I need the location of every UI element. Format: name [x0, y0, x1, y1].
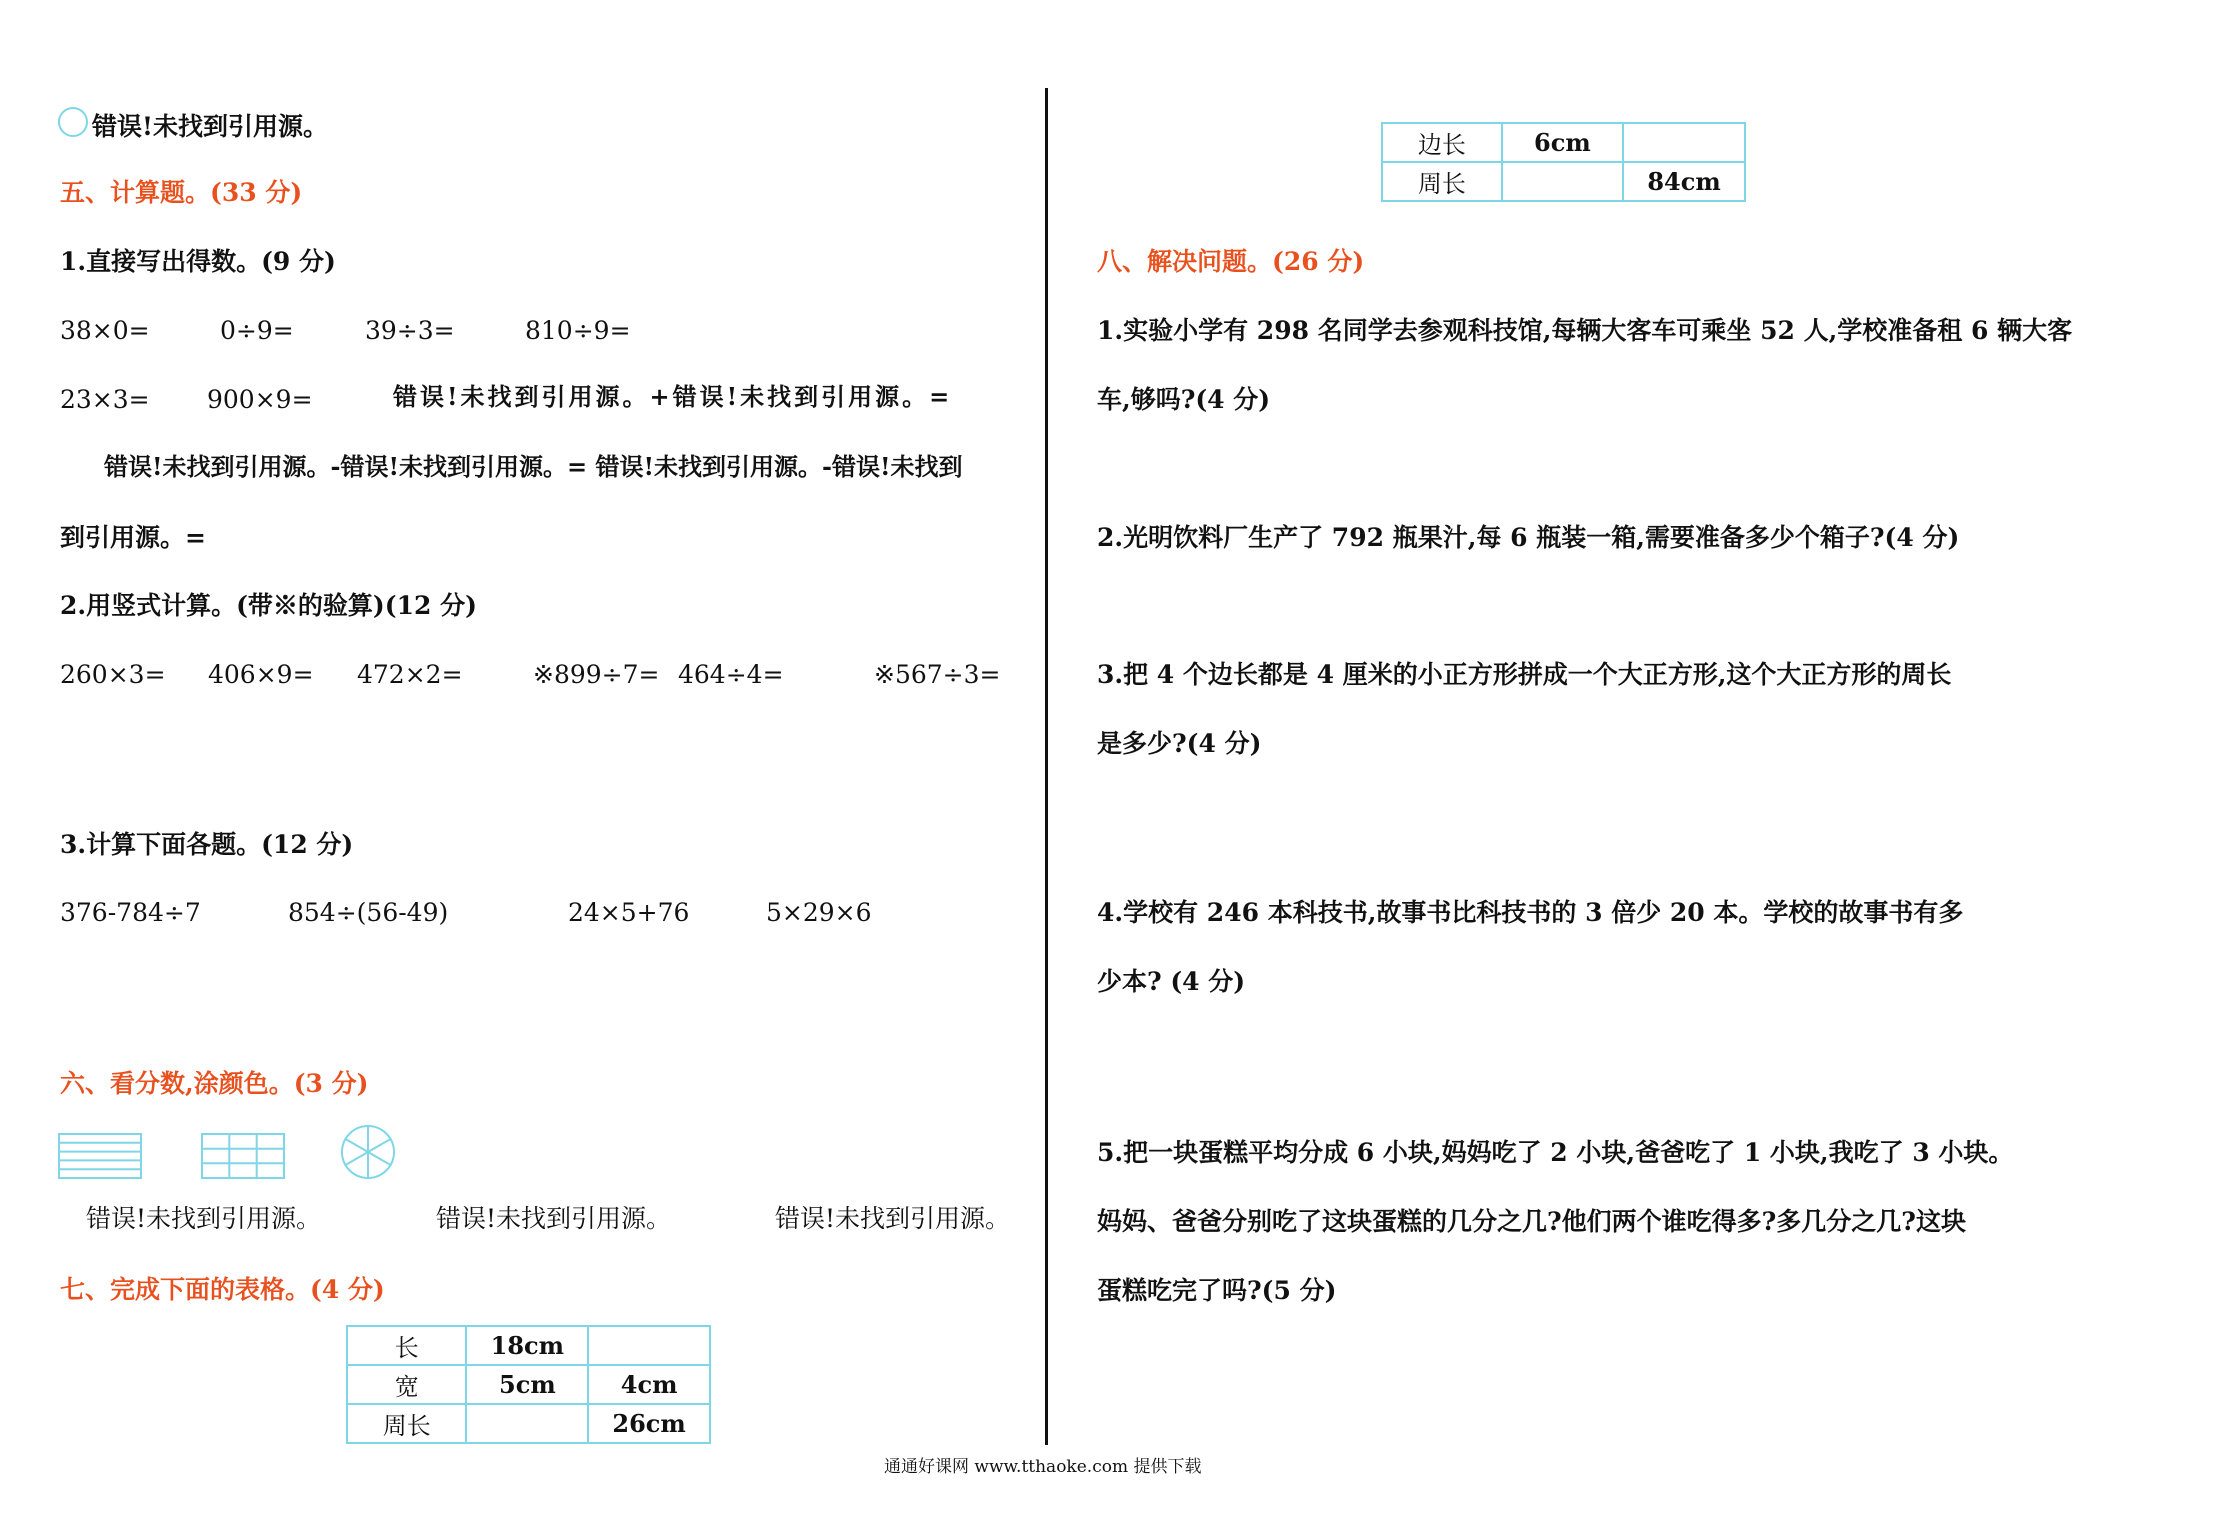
problem-2-line: 2.光明饮料厂生产了 792 瓶果汁,每 6 瓶装一箱,需要准备多少个箱子?(4 分): [1097, 523, 1960, 552]
problem-3-line: 是多少?(4 分): [1097, 729, 1262, 758]
q1-item: 错误!未找到引用源。-错误!未找到引用源。= 错误!未找到引用源。-错误!未找到: [104, 452, 963, 481]
q3-item: 376-784÷7: [60, 898, 201, 927]
table-cell: [1623, 123, 1745, 162]
table-cell: 周长: [347, 1404, 466, 1443]
fraction-caption: 错误!未找到引用源。: [436, 1204, 672, 1233]
column-divider: [1045, 88, 1048, 1445]
q2-item: 472×2=: [357, 660, 463, 689]
fraction-caption: 错误!未找到引用源。: [86, 1204, 322, 1233]
problem-4-line: 4.学校有 246 本科技书,故事书比科技书的 3 倍少 20 本。学校的故事书有多: [1097, 898, 1964, 927]
q1-item: 到引用源。=: [60, 523, 206, 552]
table-cell: 边长: [1382, 123, 1502, 162]
fraction-caption: 错误!未找到引用源。: [775, 1204, 1011, 1233]
footer-text: 通通好课网 www.tthaoke.com 提供下载: [884, 1457, 1202, 1477]
q1-item: 900×9=: [207, 385, 313, 414]
q2-item: 260×3=: [60, 660, 166, 689]
circle-figure: [58, 107, 88, 137]
section-7-title: 七、完成下面的表格。(4 分): [60, 1275, 385, 1304]
table-cell: [466, 1404, 588, 1443]
q1-item: 39÷3=: [365, 316, 455, 345]
q3-item: 5×29×6: [766, 898, 872, 927]
q1-item: 0÷9=: [220, 316, 294, 345]
square-table: [1381, 122, 1746, 202]
section-6-title: 六、看分数,涂颜色。(3 分): [60, 1069, 369, 1098]
table-cell: 26cm: [588, 1404, 710, 1443]
problem-5-line: 妈妈、爸爸分别吃了这块蛋糕的几分之几?他们两个谁吃得多?多几分之几?这块: [1097, 1207, 1966, 1236]
table-cell: 周长: [1382, 162, 1502, 201]
table-cell: 长: [347, 1326, 466, 1365]
q2-item: ※567÷3=: [874, 660, 1001, 689]
table-cell: 5cm: [466, 1365, 588, 1404]
table-cell: [588, 1326, 710, 1365]
question-2-title: 2.用竖式计算。(带※的验算)(12 分): [60, 591, 477, 620]
striped-rectangle-figure: [58, 1133, 142, 1179]
q1-item: 23×3=: [60, 385, 150, 414]
problem-4-line: 少本? (4 分): [1097, 967, 1246, 996]
problem-1-line: 1.实验小学有 298 名同学去参观科技馆,每辆大客车可乘坐 52 人,学校准备租 6 辆大客: [1097, 316, 2073, 345]
q2-item: 464÷4=: [678, 660, 784, 689]
problem-5-line: 蛋糕吃完了吗?(5 分): [1097, 1276, 1337, 1305]
divided-circle-figure: [340, 1124, 396, 1180]
q1-item: 810÷9=: [525, 316, 631, 345]
q2-item: ※899÷7=: [533, 660, 660, 689]
error-line: 错误!未找到引用源。: [92, 112, 328, 141]
table-cell: 宽: [347, 1365, 466, 1404]
problem-3-line: 3.把 4 个边长都是 4 厘米的小正方形拼成一个大正方形,这个大正方形的周长: [1097, 660, 1952, 689]
question-1-title: 1.直接写出得数。(9 分): [60, 247, 336, 276]
table-cell: 84cm: [1623, 162, 1745, 201]
problem-1-line: 车,够吗?(4 分): [1097, 385, 1271, 414]
table-cell: [1502, 162, 1623, 201]
table-cell: 4cm: [588, 1365, 710, 1404]
question-3-title: 3.计算下面各题。(12 分): [60, 830, 354, 859]
section-5-title: 五、计算题。(33 分): [60, 178, 303, 207]
grid-rectangle-figure: [201, 1133, 285, 1179]
rectangle-table: [346, 1325, 711, 1444]
q3-item: 24×5+76: [568, 898, 690, 927]
q2-item: 406×9=: [208, 660, 314, 689]
q1-item: 38×0=: [60, 316, 150, 345]
q3-item: 854÷(56-49): [288, 898, 449, 927]
table-cell: 6cm: [1502, 123, 1623, 162]
section-8-title: 八、解决问题。(26 分): [1097, 247, 1365, 276]
table-cell: 18cm: [466, 1326, 588, 1365]
q1-item: 错误!未找到引用源。+错误!未找到引用源。=: [393, 382, 953, 411]
problem-5-line: 5.把一块蛋糕平均分成 6 小块,妈妈吃了 2 小块,爸爸吃了 1 小块,我吃了 3 小块。: [1097, 1138, 2014, 1167]
